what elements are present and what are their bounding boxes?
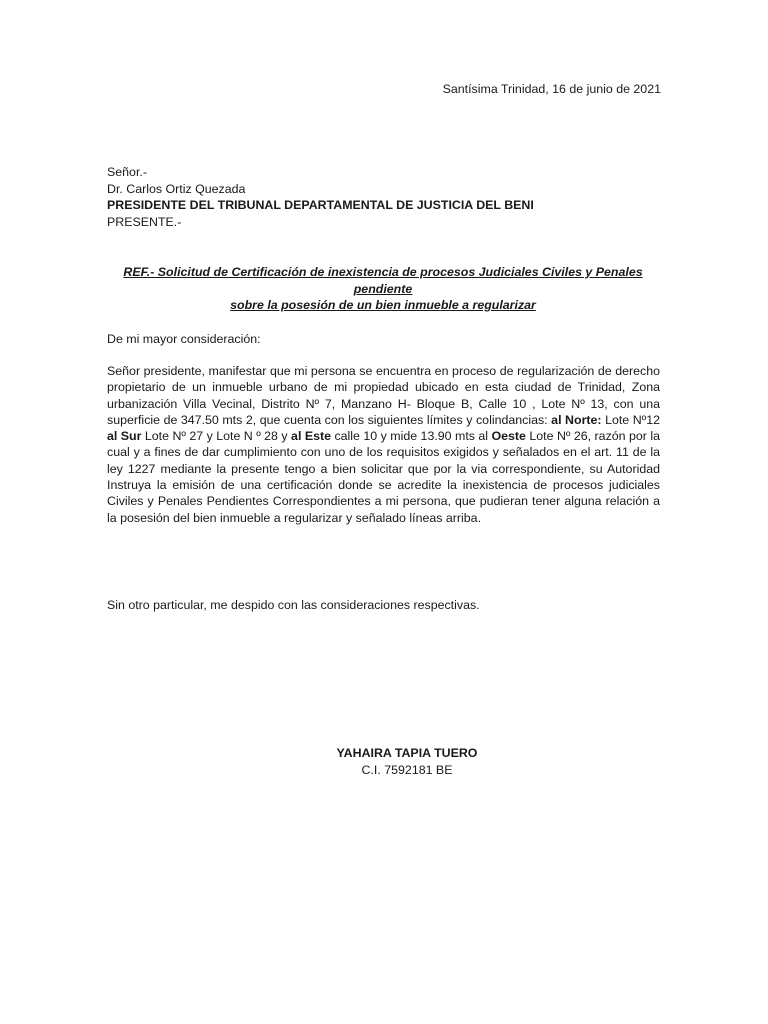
sur-label: al Sur <box>107 429 142 444</box>
norte-label: al Norte: <box>551 412 602 427</box>
body-part-1: Señor presidente, manifestar que mi persona se encuentra en proceso de regularización de derecho propietario de un inmueble urbano de mi propiedad ubicado en esta ciudad de Trinidad, Zona urbanización Villa Vecinal, Distrito Nº 7, Manzano H- Bloque B, Calle 10 , Lote Nº 13, con una superficie de 347.50 mts 2, que cuenta con los siguientes límites y colindancias: <box>107 364 660 427</box>
signatory-name: YAHAIRA TAPIA TUERO <box>336 746 478 760</box>
reference-line-2: sobre la posesión de un bien inmueble a regularizar <box>230 298 536 312</box>
body-part-4: calle 10 y mide 13.90 mts al <box>331 429 492 444</box>
greeting: De mi mayor consideración: <box>107 332 261 346</box>
closing-line: Sin otro particular, me despido con las consideraciones respectivas. <box>107 598 480 612</box>
body-part-2: Lote Nº12 <box>601 412 660 427</box>
body-paragraph <box>107 363 660 526</box>
recipient-block <box>107 164 534 230</box>
reference-line <box>107 264 659 314</box>
recipient-title: PRESIDENTE DEL TRIBUNAL DEPARTAMENTAL DE JUSTICIA DEL BENI <box>107 198 534 212</box>
body-part-5: Lote Nº 26, razón por la cual y a fines de dar cumplimiento con uno de los requisitos exigidos y señalados en el art. 11 de la ley 1227 mediante la presente tengo a bien solicitar que por la via correspondiente, su Autoridad Instruya la emisión de una certificación donde se acredite la inexistencia de procesos judiciales Civiles y Penales Pendientes Correspondientes a mi persona, que pudieran tener alguna relación a la posesión del bien inmueble a regularizar y señalado líneas arriba. <box>107 429 660 525</box>
reference-line-1: REF.- Solicitud de Certificación de inexistencia de procesos Judiciales Civiles y Penales pendiente <box>123 265 643 296</box>
recipient-salutation: Señor.- <box>107 165 147 179</box>
recipient-presente: PRESENTE.- <box>107 214 182 229</box>
recipient-name: Dr. Carlos Ortiz Quezada <box>107 181 246 196</box>
date-line: Santísima Trinidad, 16 de junio de 2021 <box>442 82 661 96</box>
signature-block <box>307 745 507 779</box>
oeste-label: Oeste <box>491 429 526 444</box>
este-label: al Este <box>291 429 331 444</box>
body-part-3: Lote Nº 27 y Lote N º 28 y <box>141 429 292 444</box>
signatory-id: C.I. 7592181 BE <box>361 763 453 777</box>
